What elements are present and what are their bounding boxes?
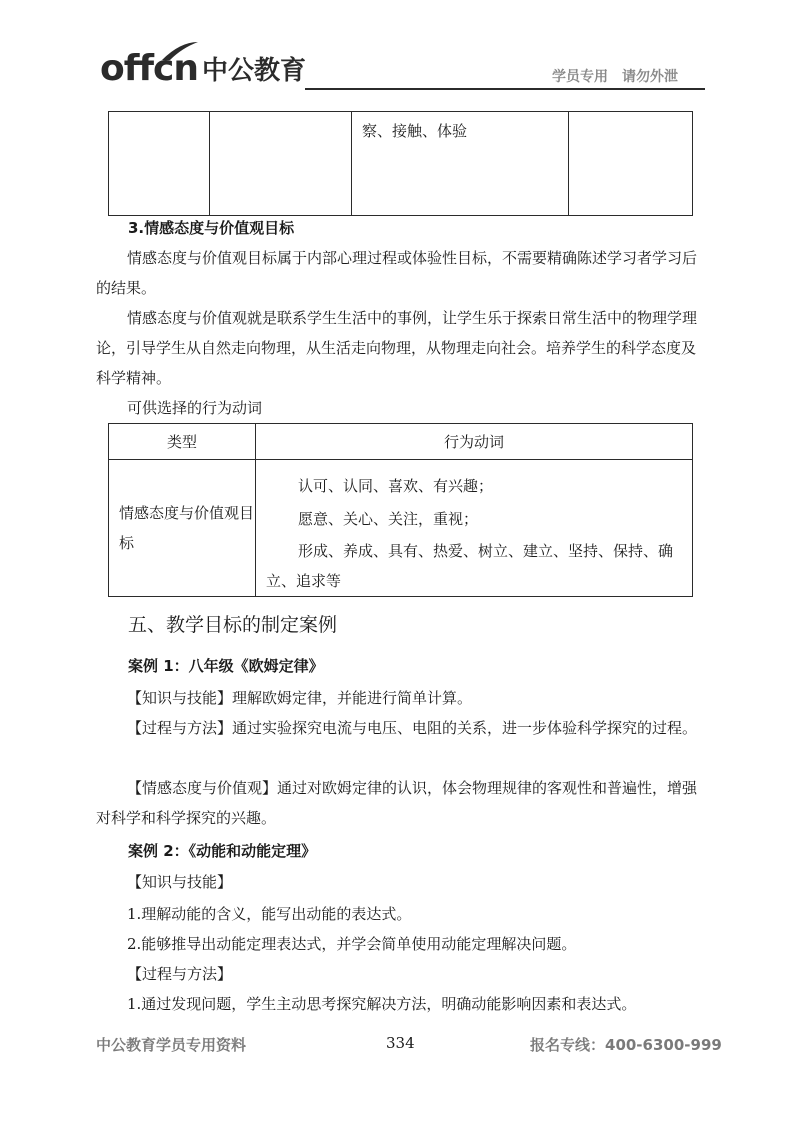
case2-process-1: 1.通过发现问题，学生主动思考探究解决方法，明确动能影响因素和表达式。 [127,995,637,1013]
logo-cn-text: 中公教育 [202,56,307,86]
continued-table-cell [569,112,693,216]
verb-table-header-verbs: 行为动词 [256,424,693,460]
case1-process: 【过程与方法】通过实验探究电流与电压、电阻的关系，进一步体验科学探究的过程。 [127,719,698,737]
case2-knowledge-label: 【知识与技能】 [127,873,233,891]
verb-intro: 可供选择的行为动词 [127,399,263,417]
verb-table-verbs-cell [256,460,693,597]
section3-para1: 情感态度与价值观目标属于内部心理过程或体验性目标，不需要精确陈述学习者学习后的结果。 [96,249,698,297]
case2-knowledge-2: 2.能够推导出动能定理表达式，并学会简单使用动能定理解决问题。 [127,935,577,953]
section3-title: 3.情感态度与价值观目标 [128,219,295,237]
verb-table-header-type: 类型 [109,424,256,460]
header-confidential-tag [552,66,678,86]
logo-latin-text: offcn [100,48,199,89]
page-number: 334 [386,1034,415,1052]
header-tag-right: 请勿外泄 [622,69,678,85]
continued-table-cell-text: 察、接触、体验 [352,112,569,216]
verb-line-1: 认可、认同、喜欢、有兴趣； [298,477,494,495]
footer-left-text: 中公教育学员专用资料 [96,1036,247,1054]
case2-knowledge-1: 1.理解动能的含义，能写出动能的表达式。 [127,905,412,923]
case2-process-label: 【过程与方法】 [127,965,233,983]
case2-title: 案例 2：《动能和动能定理》 [128,842,317,860]
footer-hotline: 报名专线：400-6300-999 [530,1036,722,1054]
verb-line-2: 愿意、关心、关注，重视； [298,510,479,528]
continued-table [108,111,693,216]
verb-line-3: 形成、养成、具有、热爱、树立、建立、坚持、保持、确立、追求等 [266,542,674,590]
continued-table-cell [210,112,352,216]
section5-title: 五、教学目标的制定案例 [128,614,338,636]
case1-knowledge: 【知识与技能】理解欧姆定律，并能进行简单计算。 [127,689,473,707]
section3-para2: 情感态度与价值观就是联系学生生活中的事例，让学生乐于探索日常生活中的物理学理论，引导学生从自然走向物理，从生活走向物理，从物理走向社会。培养学生的科学态度及科学精神。 [96,309,698,387]
case1-title: 案例 1：八年级《欧姆定律》 [128,657,324,675]
verb-table-type-cell: 情感态度与价值观目标 [109,460,256,597]
offcn-logo [100,48,306,88]
continued-table-cell [109,112,210,216]
verb-table [108,423,693,597]
header-divider [305,88,705,90]
header-tag-left: 学员专用 [552,69,608,85]
case1-emotion: 【情感态度与价值观】通过对欧姆定律的认识，体会物理规律的客观性和普遍性，增强对科学和科学探究的兴趣。 [96,779,698,827]
